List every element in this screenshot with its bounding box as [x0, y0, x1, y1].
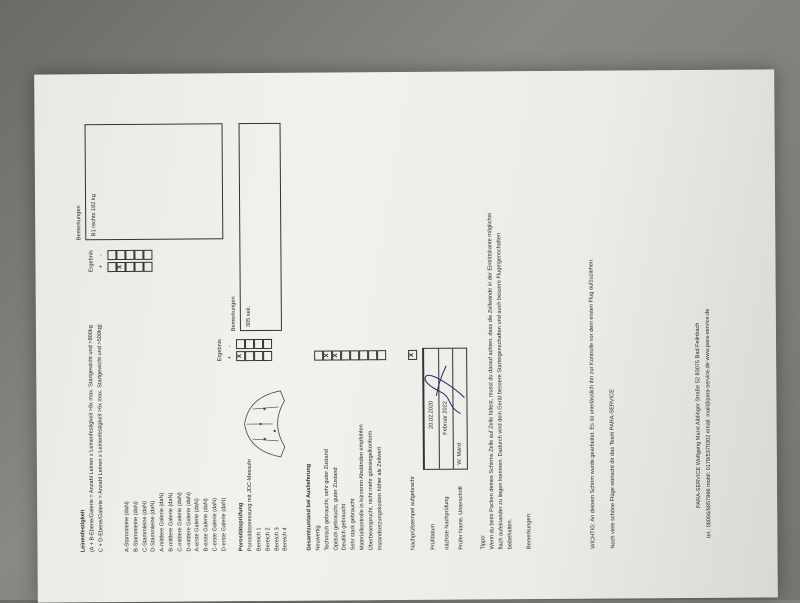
leinenfestigkeit-formula-1: (A + B-Ebene/Galerie = Anzahl Leinen x Leinenfestigkeit >8x max. Startgewicht und >800kg	[87, 325, 97, 552]
porositaet-result-checkbox[interactable]	[236, 339, 245, 349]
bereich-item: Bereich 1	[255, 527, 264, 551]
leinen-bemerkungen-box[interactable]	[85, 123, 224, 240]
leinen-item: B-erste Galerie (daN)	[202, 492, 211, 551]
leinen-item: C-Stammleine (daN)	[141, 492, 150, 551]
zustand-list	[314, 424, 385, 550]
leinen-bemerkungen-label: Bemerkungen	[75, 205, 84, 240]
zustand-item: Neuwertig	[314, 425, 324, 551]
footer-contact: tel.: 08066/8857996 mobil: 0179/5370302 email: mail@para-service.de www.para-service.de	[704, 309, 714, 538]
leinen-item: D-mittlere Galerie (daN)	[185, 492, 194, 551]
zustand-item: Überbeansprucht, nicht mehr gütesiegelkonform	[366, 424, 376, 550]
porositaet-subtitle: Porositätsmessung mit JDC-Messuhr	[246, 459, 255, 551]
signature-icon	[416, 360, 468, 420]
porositaet-result-checkbox[interactable]	[263, 351, 272, 361]
pruefer-name-value: W. Marxt	[456, 443, 465, 465]
porositaet-title: Porositätsprüfung	[237, 503, 246, 552]
porositaet-minus-label: -	[226, 345, 235, 347]
leinen-result-checkbox[interactable]: X	[116, 262, 125, 272]
leinen-result-checkbox[interactable]	[143, 250, 152, 260]
porositaet-result-checkbox[interactable]	[254, 351, 263, 361]
leinenfestigkeit-title: Leinenfestigkeit	[79, 510, 88, 553]
bereich-list	[255, 527, 290, 551]
leinen-item: D-Stammleine (daN)	[149, 492, 158, 551]
tipps-title: Tipps:	[479, 534, 488, 549]
pruefdatum-label: Prüfdatum	[429, 486, 443, 550]
leinen-result-checkbox[interactable]	[125, 250, 134, 260]
leinenfestigkeit-formula-2: C + D-Ebene/Galerie = Anzahl Leinen x Leinenfestigkeit >6x max. Startgewicht und >500kg)	[96, 324, 106, 552]
bereich-item: Bereich 2	[264, 527, 273, 551]
leinen-item: A-erste Galerie (daN)	[193, 492, 202, 551]
paper-sheet	[34, 69, 778, 602]
zustand-checkbox[interactable]: X	[323, 351, 332, 361]
zustand-item: Optisch gebraucht, guter Zustand	[331, 425, 341, 551]
porositaet-ergebnis-label: Ergebnis	[216, 339, 225, 361]
inspection-form	[34, 69, 778, 602]
bemerkungen-label: Bemerkungen:	[525, 513, 534, 549]
zustand-checkbox[interactable]	[341, 350, 350, 360]
pruefdatum-value: 20.02.2020	[427, 401, 436, 429]
zustand-checkbox[interactable]	[350, 350, 359, 360]
leinen-result-checkbox[interactable]	[134, 262, 143, 272]
zustand-item: Materialkontrolle in kürzeren Abständen empfohlen	[358, 424, 368, 550]
zustand-checkbox[interactable]	[368, 350, 377, 360]
leinen-result-checkbox[interactable]	[134, 250, 143, 260]
leinen-bemerkung-text: B1 rechts 182 kg	[90, 194, 99, 236]
footer-address: PARA-SERVICE Wolfgang Marxt Aiblinger Straße 52 83075 Bad Feilnbach	[694, 323, 704, 508]
gesamtzustand-title: Gesamtzustand bei Auslieferung	[305, 464, 314, 551]
leinen-result-checkbox[interactable]	[107, 250, 116, 260]
stempel-checkbox[interactable]: X	[408, 350, 417, 360]
bereich-item: Bereich 4	[282, 527, 291, 551]
leinen-item: B-Stammleine (daN)	[132, 492, 141, 551]
zustand-item: Technisch gebraucht, sehr guter Zustand	[322, 425, 332, 551]
leinen-item: D-erste Galerie (daN)	[220, 492, 229, 551]
leinen-minus-label: -	[97, 254, 106, 256]
tipps-text-3: beibehalten.	[506, 519, 515, 550]
porositaet-plus-label: +	[226, 356, 235, 359]
pruefer-label: Prüfer Name, Unterschrift	[457, 486, 471, 550]
zustand-item: Sehr stark gebraucht	[349, 424, 359, 550]
zustand-item: Instandsetzungskosten höher als Zeitwert	[375, 424, 385, 550]
zustand-checkbox[interactable]: X	[332, 350, 341, 360]
leinen-item: A-Stammleine (daN)	[123, 493, 132, 552]
porositaet-bemerkung-text: 305 sek.	[245, 306, 254, 327]
stempel-label: Nachprüfstempel aufgebracht	[409, 477, 418, 550]
zustand-checkbox[interactable]	[314, 351, 323, 361]
leinen-result-checkbox[interactable]	[125, 262, 134, 272]
porositaet-result-checkbox[interactable]	[245, 351, 254, 361]
zustand-checkbox[interactable]	[359, 350, 368, 360]
porositaet-result-checkbox[interactable]: X	[236, 351, 245, 361]
porositaet-bemerkungen-box[interactable]	[239, 123, 282, 331]
leinen-item: C-mittlere Galerie (daN)	[176, 492, 185, 551]
porositaet-result-checkbox[interactable]	[245, 339, 254, 349]
leinen-list	[123, 492, 229, 552]
leinen-result-checkbox[interactable]	[116, 250, 125, 260]
leinen-result-checkbox[interactable]	[143, 262, 152, 272]
tipps-text-1: Wenn du beim Packen deines Schirms Zelle auf Zelle faltest, musst du darauf achten, dass die Zellwände in der Eintrittskante möglichst	[486, 213, 497, 549]
leinen-item: C-erste Galerie (daN)	[211, 492, 220, 551]
naechste-pruefung-value: Februar 2022	[441, 401, 450, 435]
zustand-checkbox[interactable]	[377, 350, 386, 360]
wichtig-text: WICHTIG: An deinem Schirm wurde gearbeitet. Es ist unerlässlich ihn zur Kontrolle vor dem ersten Flug aufzuziehen.	[587, 258, 598, 548]
zustand-item: Deutlich gebraucht	[340, 424, 350, 550]
tipps-text-2: flach aufeinander zu liegen kommen. Dadurch wird dein Gerät bessere Starteigenschaften und auch bessere Flugeigenschaften	[495, 233, 506, 550]
leinen-result-checkbox[interactable]	[107, 262, 116, 272]
porositaet-bemerkungen-label: Bemerkungen	[230, 296, 239, 331]
leinen-item: B-mittlere Galerie (daN)	[167, 492, 176, 551]
naechste-pruefung-label: nächste Nachprüfung	[443, 486, 457, 550]
wuensche-text: Noch viele schöne Flüge wünscht dir das Team PARA-SERVICE	[608, 389, 618, 549]
glider-outline-icon	[240, 387, 289, 461]
leinen-plus-label: +	[97, 265, 106, 268]
leinen-ergebnis-label: Ergebnis	[87, 250, 96, 272]
bereich-item: Bereich 3	[273, 527, 282, 551]
leinen-item: A-mittlere Galerie (daN)	[158, 492, 167, 551]
porositaet-result-checkbox[interactable]	[254, 339, 263, 349]
porositaet-result-checkbox[interactable]	[263, 339, 272, 349]
pruefung-labels	[429, 486, 471, 550]
